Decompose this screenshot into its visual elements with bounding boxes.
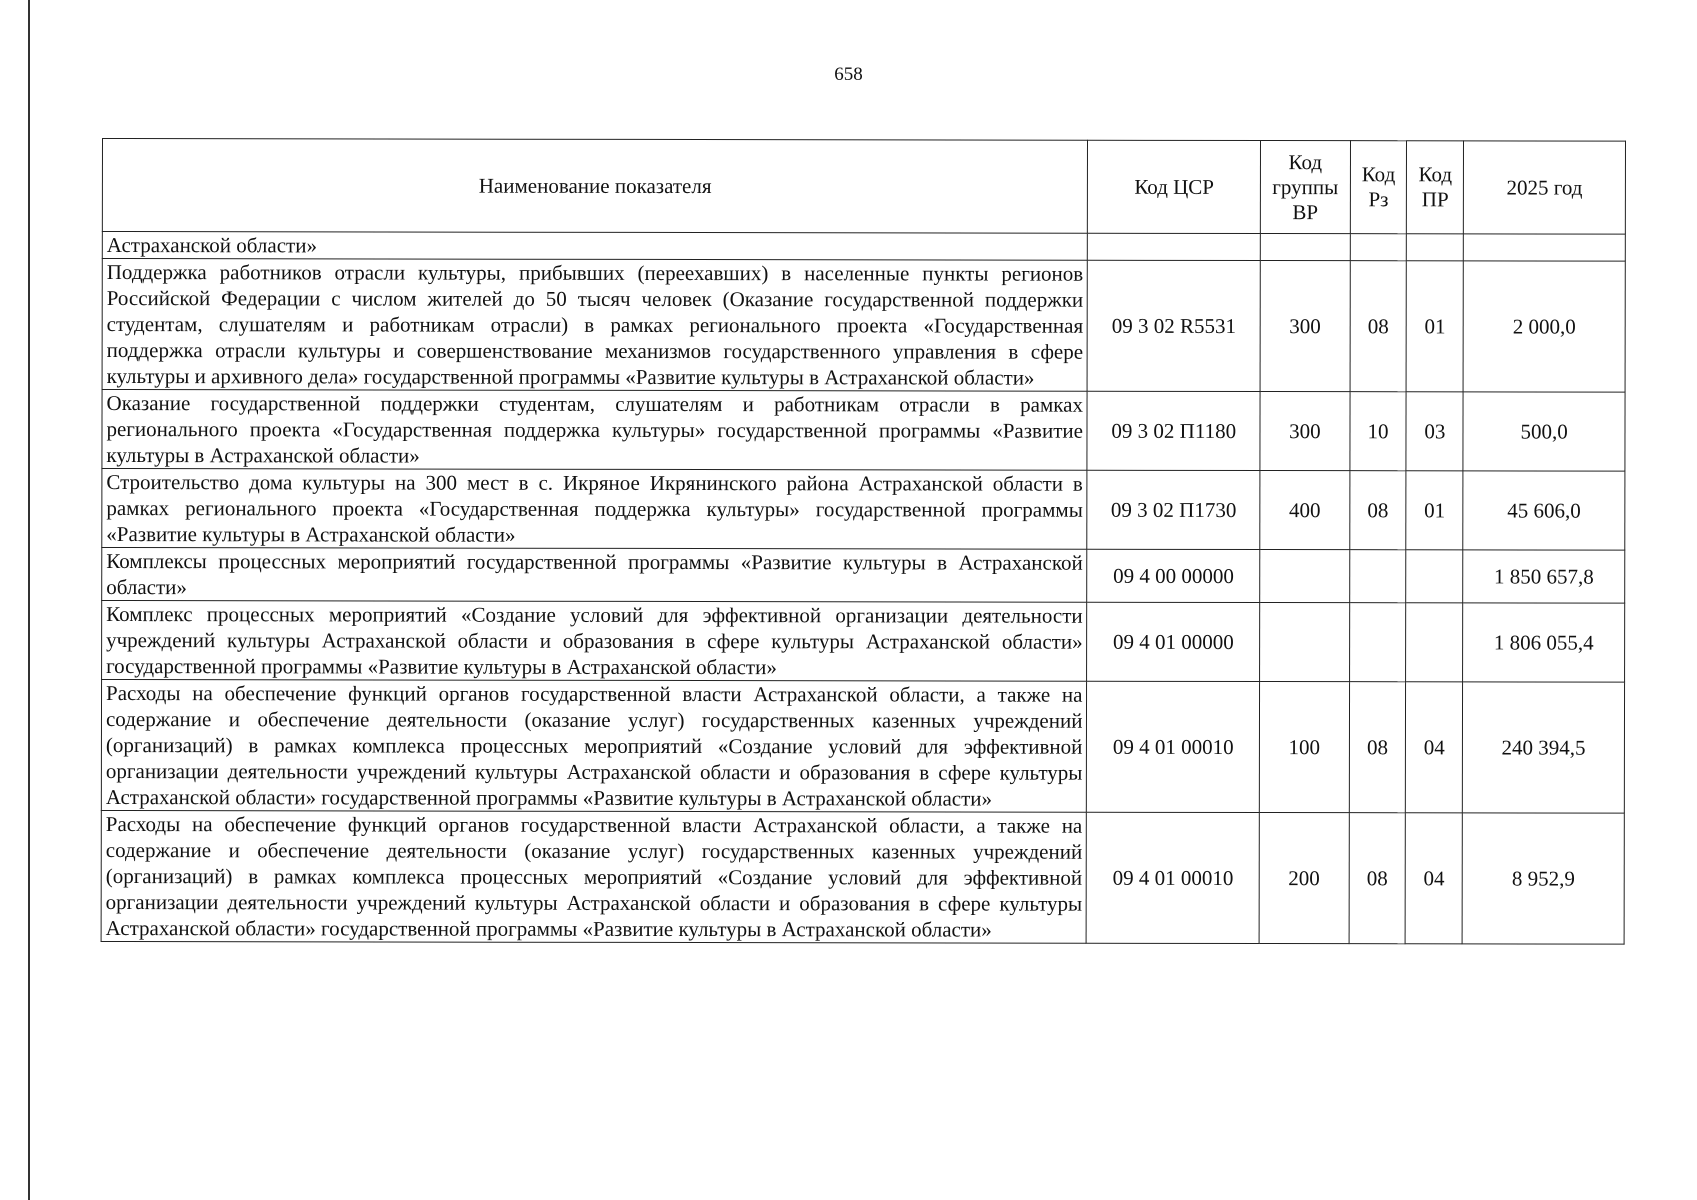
row-rz: 08 — [1349, 471, 1406, 550]
row-csr: 09 4 01 00000 — [1087, 602, 1260, 681]
table-row — [102, 259, 1625, 393]
row-vr: 400 — [1260, 471, 1350, 550]
row-amount: 1 806 055,4 — [1463, 603, 1625, 682]
table-row — [102, 469, 1625, 551]
table-header-row — [102, 139, 1625, 235]
header-rz: Код Рз — [1350, 141, 1407, 234]
header-pr: Код ПР — [1407, 141, 1464, 234]
row-amount: 8 952,9 — [1462, 813, 1624, 944]
row-vr: 300 — [1260, 261, 1350, 392]
budget-table — [101, 138, 1626, 945]
continuation-text: Астраханской области» — [102, 232, 1088, 261]
row-amount: 2 000,0 — [1463, 261, 1625, 392]
row-rz: 08 — [1349, 682, 1406, 813]
row-pr — [1406, 603, 1463, 682]
row-amount: 500,0 — [1463, 392, 1625, 471]
row-vr: 200 — [1259, 813, 1349, 944]
row-vr: 100 — [1259, 682, 1349, 813]
row-name: Расходы на обеспечение функций органов государственной власти Астраханской области, а также на содержание и обеспечение деятельности (оказание услуг) государственных казенных учреждений (организаций) в рамках комплекса процессных мероприятий «Создание условий для эффективной организации деятельности учреждений культуры Астраханской области и образования в сфере культуры Астраханской области» государственной программы «Развитие культуры в Астраханской области» — [101, 810, 1087, 943]
header-name: Наименование показателя — [102, 139, 1088, 234]
row-pr: 01 — [1406, 471, 1463, 550]
row-pr: 04 — [1406, 813, 1463, 944]
row-vr: 300 — [1260, 392, 1350, 471]
table-row — [102, 601, 1625, 683]
row-csr: 09 4 01 00010 — [1087, 812, 1260, 943]
header-vr: Код группы ВР — [1260, 141, 1350, 234]
row-name: Оказание государственной поддержки студентам, слушателям и работникам отрасли в рамках регионального проекта «Государственная поддержка культуры» государственной программы «Развитие культуры в Астраханской области» — [102, 390, 1088, 471]
binding-line — [28, 0, 30, 1200]
row-rz: 08 — [1350, 261, 1407, 392]
table-row — [102, 390, 1625, 472]
row-csr: 09 3 02 П1180 — [1087, 391, 1260, 470]
row-name: Поддержка работников отрасли культуры, прибывших (переехавших) в населенные пункты регионов Российской Федерации с числом жителей до 50 тысяч человек (Оказание государственной поддержки студентам, слушателям и работникам отрасли) в рамках регионального проекта «Государственная поддержка отрасли культуры и совершенствование механизмов государственного управления в сфере культуры и архивного дела» государственной программы «Развитие культуры в Астраханской области» — [102, 259, 1088, 392]
budget-sheet — [101, 138, 1626, 945]
row-name: Расходы на обеспечение функций органов государственной власти Астраханской области, а также на содержание и обеспечение деятельности (оказание услуг) государственных казенных учреждений (организаций) в рамках комплекса процессных мероприятий «Создание условий для эффективной организации деятельности учреждений культуры Астраханской области и образования в сфере культуры Астраханской области» государственной программы «Развитие культуры в Астраханской области» — [101, 680, 1087, 813]
row-csr: 09 3 02 R5531 — [1088, 260, 1261, 391]
row-csr: 09 4 00 00000 — [1087, 549, 1260, 602]
row-amount: 1 850 657,8 — [1463, 550, 1625, 603]
row-csr: 09 4 01 00010 — [1087, 681, 1260, 812]
row-vr — [1260, 550, 1350, 603]
table-row — [102, 548, 1625, 604]
row-name: Строительство дома культуры на 300 мест в с. Икряное Икрянинского района Астраханской области в рамках регионального проекта «Государственная поддержка культуры» государственной программы «Развитие культуры в Астраханской области» — [102, 469, 1088, 550]
page-number: 658 — [834, 64, 863, 85]
table-row — [101, 810, 1624, 944]
row-pr — [1406, 550, 1463, 603]
row-pr: 03 — [1406, 392, 1463, 471]
table-row — [101, 680, 1624, 814]
header-csr: Код ЦСР — [1088, 140, 1261, 233]
row-name: Комплексы процессных мероприятий государственной программы «Развитие культуры в Астраханской области» — [102, 548, 1088, 603]
continuation-row — [102, 232, 1625, 262]
row-name: Комплекс процессных мероприятий «Создание условий для эффективной организации деятельности учреждений культуры Астраханской области и образования в сфере культуры Астраханской области» государственной программы «Развитие культуры в Астраханской области» — [102, 601, 1088, 682]
row-vr — [1260, 603, 1350, 682]
row-csr: 09 3 02 П1730 — [1087, 470, 1260, 549]
row-pr: 04 — [1406, 682, 1463, 813]
row-rz — [1349, 550, 1406, 603]
row-pr: 01 — [1407, 261, 1464, 392]
row-rz: 10 — [1350, 392, 1407, 471]
row-amount: 45 606,0 — [1463, 471, 1625, 550]
row-rz: 08 — [1349, 813, 1406, 944]
header-year: 2025 год — [1464, 141, 1626, 234]
row-rz — [1349, 603, 1406, 682]
row-amount: 240 394,5 — [1463, 682, 1625, 813]
